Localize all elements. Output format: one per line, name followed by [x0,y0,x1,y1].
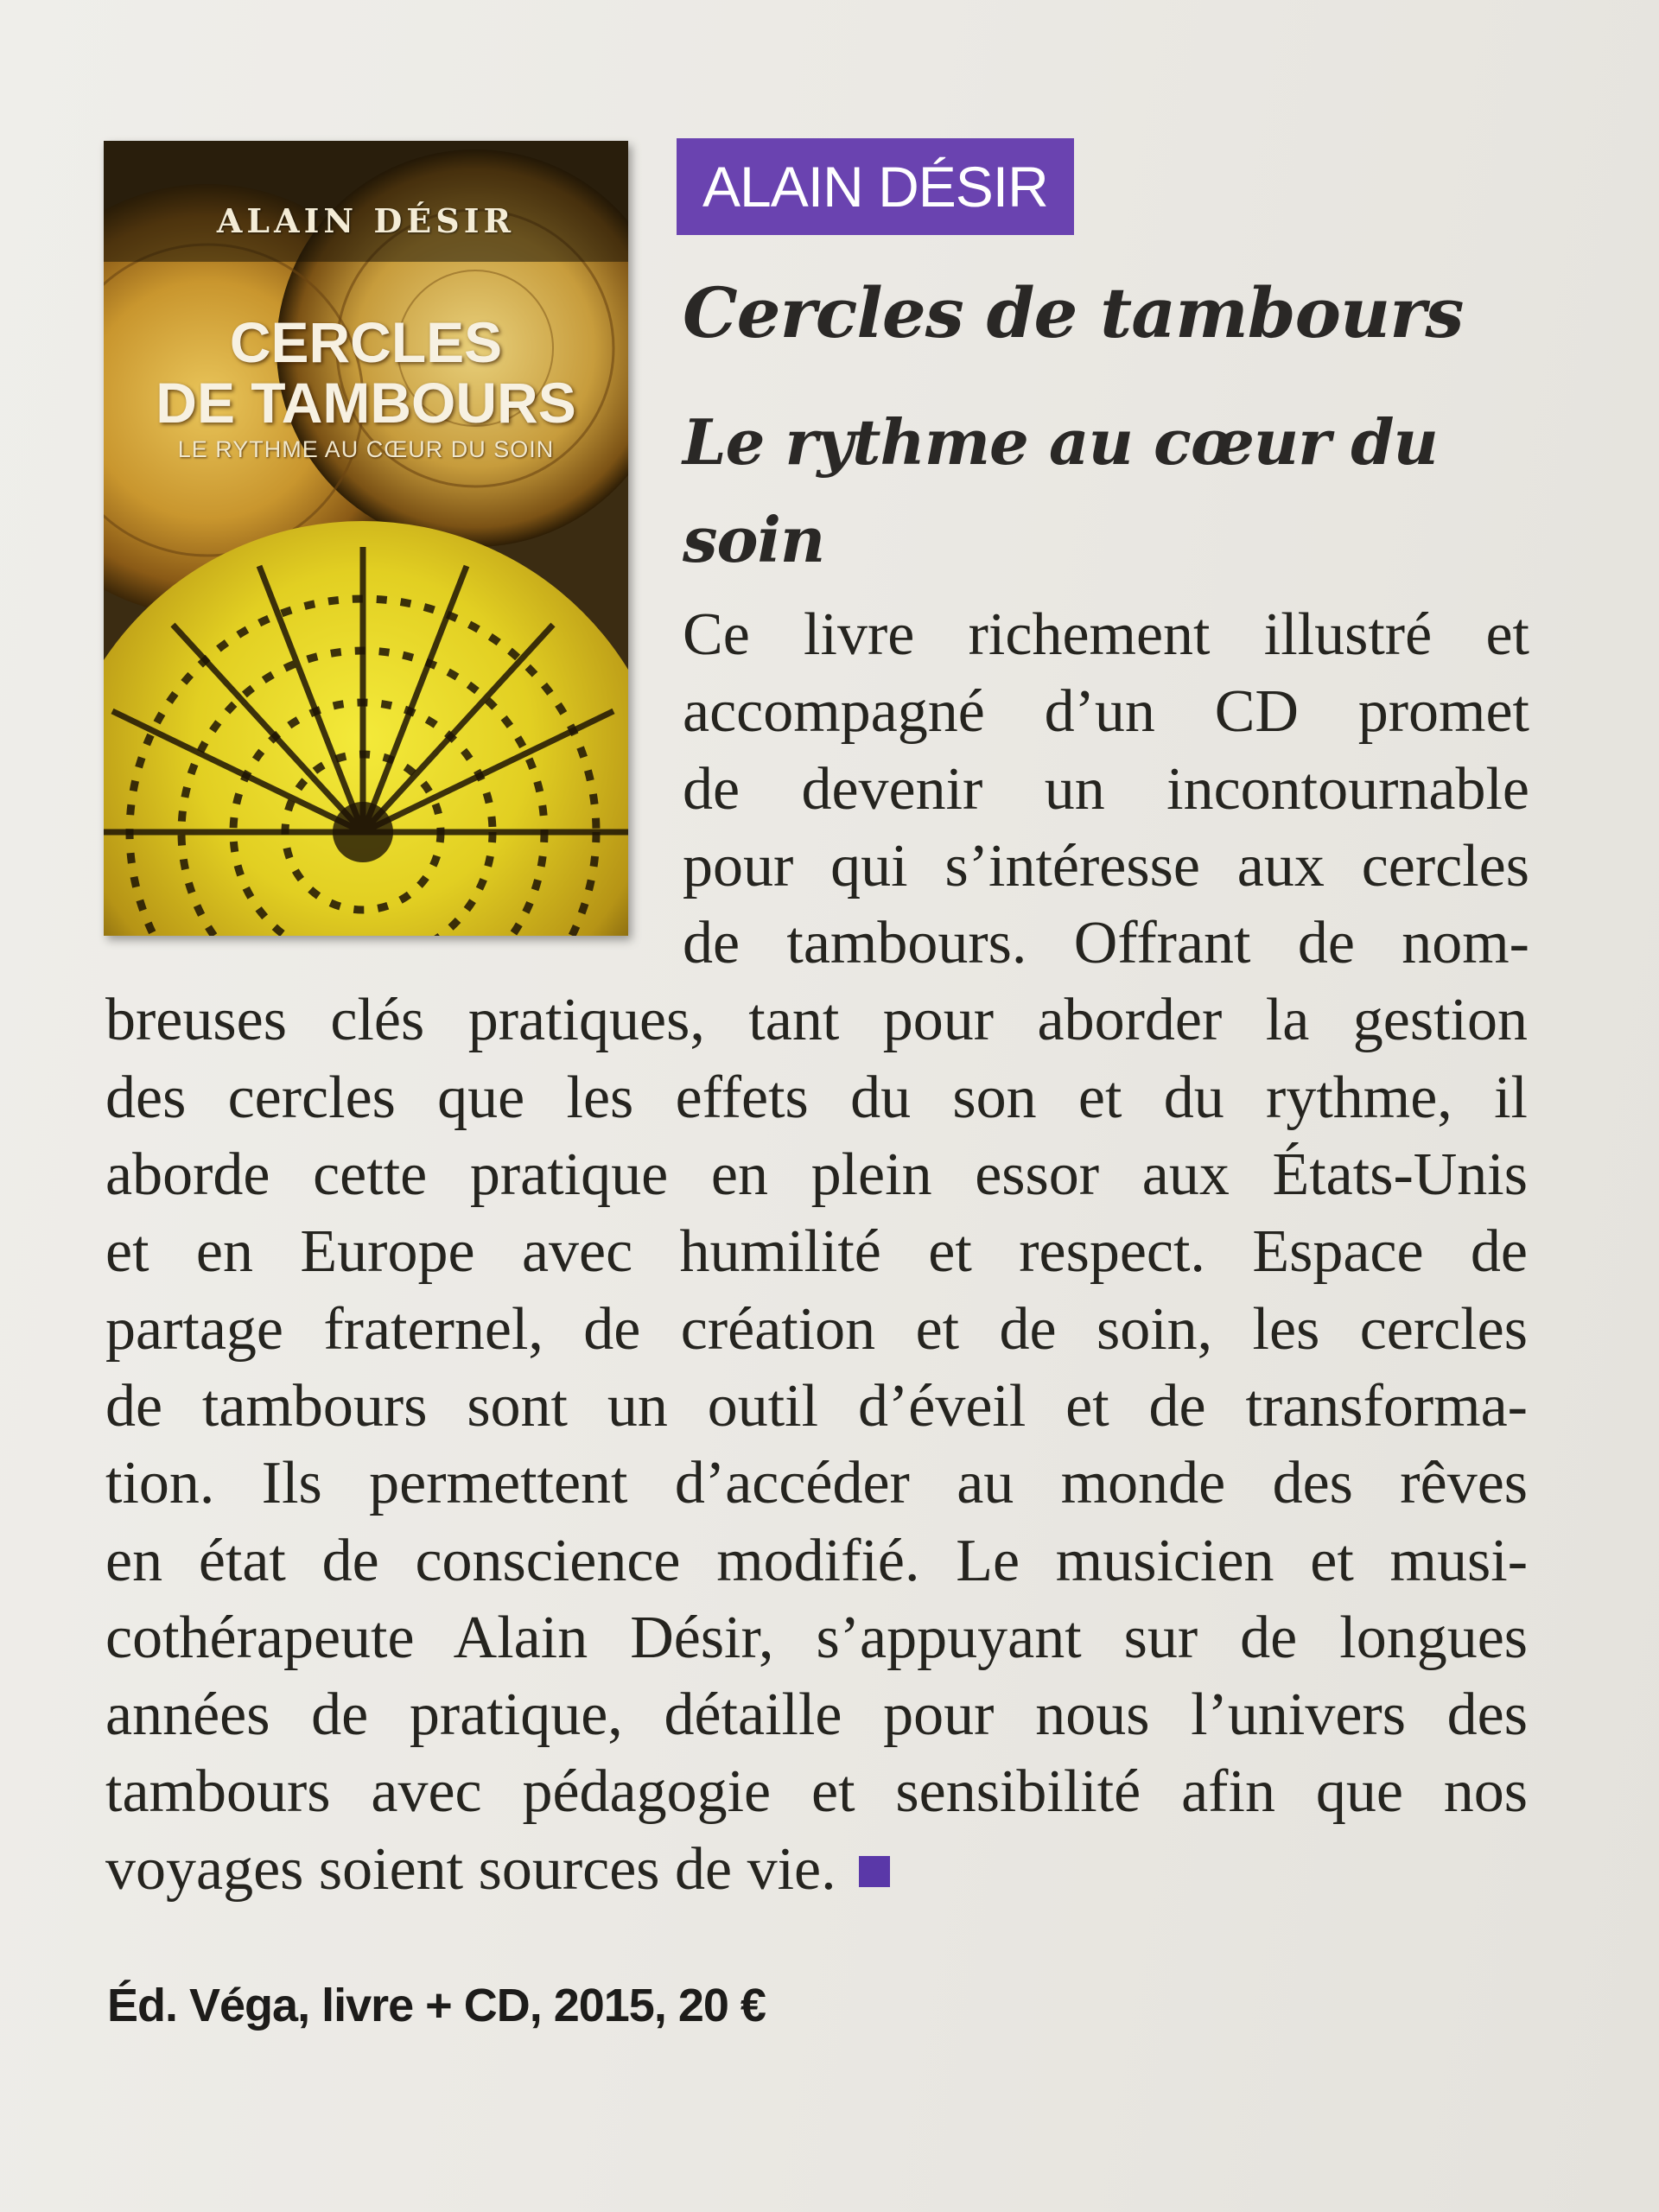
cover-subtitle: LE RYTHME AU CŒUR DU SOIN [177,436,555,462]
article-subtitle: Le rythme au cœur du soin [683,405,1438,576]
body-line-last-text: voyages soient sources de vie. [105,1835,836,1903]
author-tag: ALAIN DÉSIR [677,138,1074,235]
body-line: et en Europe avec humilité et respect. Espace de [105,1218,1528,1286]
article-title: Cercles de tambours [683,272,1464,353]
end-mark-square [859,1856,890,1887]
body-line: de devenir un incontournable [683,755,1529,823]
body-line: pour qui s’intéresse aux cercles [683,832,1529,899]
cover-title: CERCLES DE TAMBOURS [156,310,576,435]
body-line: cothérapeute Alain Désir, s’appuyant sur de longues [105,1604,1528,1671]
body-line: Ce livre richement illustré et [683,601,1529,668]
body-line: des cercles que les effets du son et du rythme, il [105,1064,1528,1131]
cover-author: ALAIN DÉSIR [216,201,516,240]
body-line: années de pratique, détaille pour nous l’univers des [105,1681,1528,1749]
review-body [0,596,1529,1908]
body-line: aborde cette pratique en plein essor aux États-Unis [105,1141,1528,1209]
body-line: de tambours sont un outil d’éveil et de transforma- [105,1372,1528,1440]
body-line: de tambours. Offrant de nom- [683,910,1529,977]
publisher-info: Éd. Véga, livre + CD, 2015, 20 € [107,1980,766,2031]
body-line: tion. Ils permettent d’accéder au monde des rêves [105,1450,1528,1517]
body-line-last [105,1831,1528,1908]
body-line: partage fraternel, de création et de soin, les cercles [105,1295,1528,1363]
body-line: accompagné d’un CD promet [683,678,1529,746]
body-line: breuses clés pratiques, tant pour aborder la gestion [105,987,1528,1054]
body-line: tambours avec pédagogie et sensibilité afin que nos [105,1758,1528,1826]
body-line: en état de conscience modifié. Le musicien et musi- [105,1527,1528,1594]
